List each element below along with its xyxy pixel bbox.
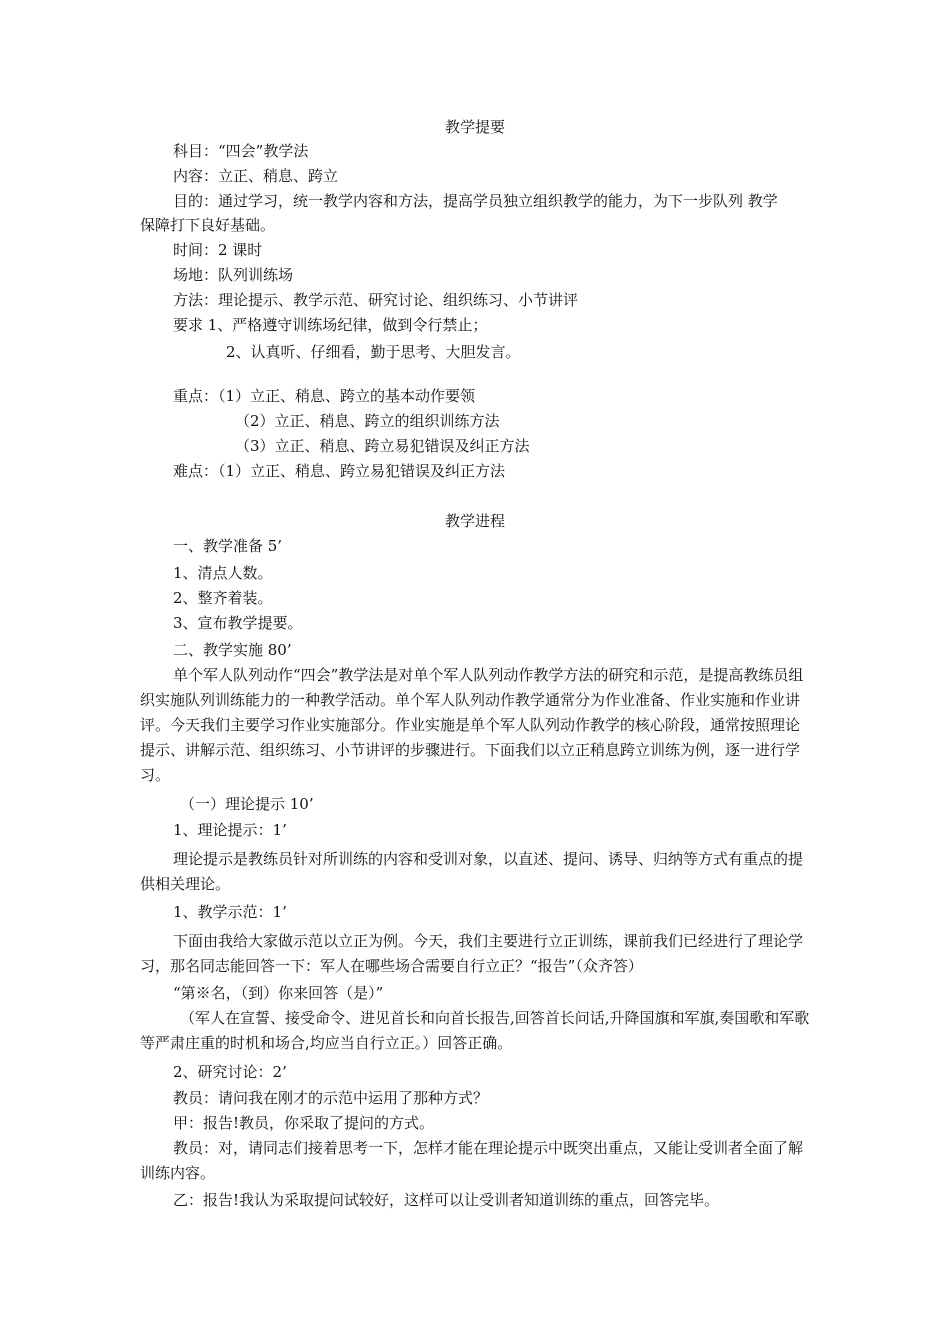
venue-line: 场地：队列训练场 (173, 266, 294, 284)
content-line: 内容：立正、稍息、跨立 (173, 167, 339, 185)
impl-heading: 二、教学实施 80’ (173, 641, 292, 659)
document-title: 教学提要 (444, 118, 505, 136)
requirement-2: 2、认真听、仔细看，勤于思考、大胆发言。 (226, 343, 521, 361)
key-point-2: （2）立正、稍息、跨立的组织训练方法 (235, 412, 500, 430)
demo-heading: 1、教学示范：1’ (173, 903, 287, 921)
purpose-line-2: 保障打下良好基础。 (140, 216, 276, 234)
purpose-line-1: 目的：通过学习，统一教学内容和方法，提高学员独立组织教学的能力，为下一步队列 教学 (173, 192, 778, 210)
theory-heading: 1、理论提示：1’ (173, 821, 287, 839)
prep-item-1: 1、清点人数。 (173, 564, 273, 582)
dialogue-line-2: 甲：报告!教员，你采取了提问的方式。 (173, 1114, 435, 1132)
theory-paragraph: 理论提示是教练员针对所训练的内容和受训对象，以直述、提问、诱导、归纳等方式有重点的提供相关理论。 (140, 850, 804, 893)
discuss-heading: 2、研究讨论：2’ (173, 1063, 287, 1081)
sub1-heading: （一）理论提示 10’ (180, 795, 314, 813)
dialogue-line-1: 教员：请问我在刚才的示范中运用了那种方式？ (173, 1089, 489, 1107)
demo-quote: “第※名，（到）你来回答（是）” (173, 984, 384, 1002)
dialogue-line-4: 乙：报告!我认为采取提问试较好，这样可以让受训者知道训练的重点，回答完毕。 (173, 1191, 720, 1209)
prep-item-3: 3、宣布教学提要。 (173, 614, 303, 632)
key-point-1: 重点：（1）立正、稍息、跨立的基本动作要领 (173, 387, 476, 405)
process-title: 教学进程 (444, 512, 505, 530)
key-point-3: （3）立正、稍息、跨立易犯错误及纠正方法 (235, 437, 530, 455)
dialogue-line-3: 教员：对，请同志们接着思考一下，怎样才能在理论提示中既突出重点，又能让受训者全面了解训练内容。 (140, 1139, 804, 1182)
subject-line: 科目：“四会”教学法 (173, 142, 309, 160)
method-line: 方法：理论提示、教学示范、研究讨论、组织练习、小节讲评 (173, 291, 579, 309)
prep-item-2: 2、整齐着装。 (173, 589, 273, 607)
requirement-1: 要求 1、严格遵守训练场纪律，做到令行禁止； (173, 316, 488, 334)
demo-paragraph: 下面由我给大家做示范以立正为例。今天，我们主要进行立正训练，课前我们已经进行了理论学习，那名同志能回答一下：军人在哪些场合需要自行立正？“报告”（众齐答） (140, 932, 804, 975)
intro-paragraph: 单个军人队列动作“四会”教学法是对单个军人队列动作教学方法的研究和示范，是提高教练员组织实施队列训练能力的一种教学活动。单个军人队列动作教学通常分为作业准备、作业实施和作业讲评。今天我们主要学习作业实施部分。作业实施是单个军人队列动作教学的核心阶段，通常按照理论提示、讲解示范、组织练习、小节讲评的步骤进行。下面我们以立正稍息跨立训练为例，逐一进行学习。 (140, 666, 804, 784)
difficulty-line: 难点：（1）立正、稍息、跨立易犯错误及纠正方法 (173, 462, 506, 480)
demo-answer: （军人在宣誓、接受命令、进见首长和向首长报告,回答首长问话,升降国旗和军旗,奏国歌和军歌等严肃庄重的时机和场合,均应当自行立正。）回答正确。 (140, 1009, 810, 1052)
prep-heading: 一、教学准备 5’ (173, 537, 283, 555)
time-line: 时间：2 课时 (173, 241, 263, 259)
